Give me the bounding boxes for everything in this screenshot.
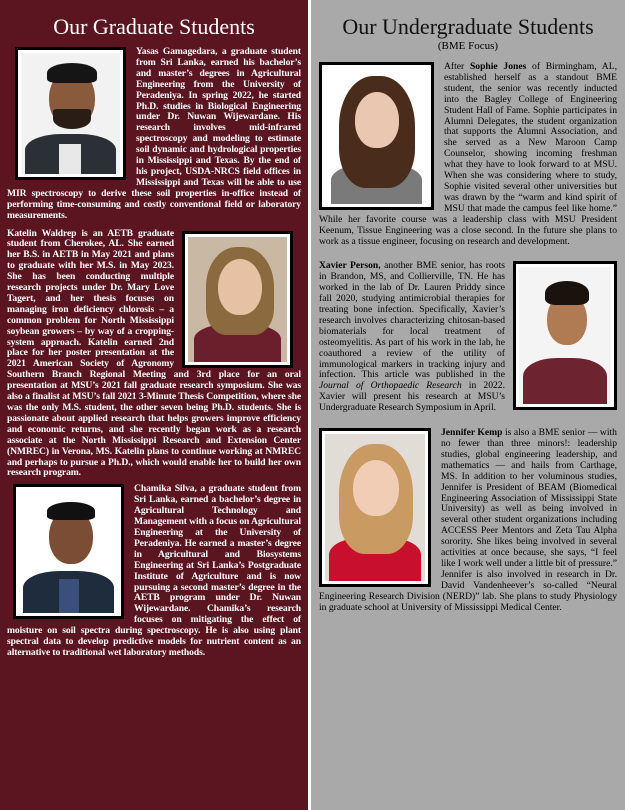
xavier-journal: Journal of Orthopaedic Research	[319, 380, 462, 392]
undergraduate-column	[311, 0, 625, 810]
katelin-photo	[182, 231, 293, 368]
katelin-text: is an AETB graduate student from Cherokee, AL. She earned her B.S. in AETB in May 2021 and plans to graduate with her M.S. in May 2023. She has been conducting multiple research projects under Dr. Mary Love Tagert, and her thesis focuses on managing iron deficiency chlorosis – a common problem for North Mississippi soybean growers – by way of a cropping-system approach. Katelin earned 2nd place for her poster presentation at the 2021 American Society of Agronomy Southern Branch Regional Meeting and 3rd place for an oral presentation at MSU’s 2021 fall graduate research symposium. She was also a finalist at MSU’s fall 2021 3-Minute Thesis Competition, where she was the only M.S. student, the other seven being Ph.D. students. She is passionate about applied research that helps growers improve efficiency and economic returns, and she recently began work as a research associate at the North Mississippi Research and Extension Center (NMREC) in Verona, MS. Katelin plans to continue working at NMREC and perhaps to pursue a Ph.D., which would enable her to build her own research program.	[7, 227, 301, 479]
jennifer-text: is also a BME senior — with no fewer than three minors!: leadership studies, global engineering leadership, and mathematics — and hails from Carthage, MS. In addition to her voluminous studies, Jennifer is President of BEAM (Biomedical Engineering Association of Mississippi State University) as well as being involved in several other student organizations including ACCESS Peer Mentors and Zeta Tau Alpha sorority. She likes being involved in several activities at once because, she says, “I feel like I work well under a little bit of pressure.” Jennifer is also involved in research in Dr. David Vandenheever’s so-called “Neural Engineering Research Division (NERD)” lab. She plans to study Physiology in graduate school at University of Mississippi Medical Center.	[319, 427, 617, 613]
chamika-text: a graduate student from Sri Lanka, earned a bachelor’s degree in Agricultural Technology and Management with a focus on Agricultural Engineering at the University of Peradeniya. He earned a master’s degree in Agricultural and Biosystems Engineering at Sri Lanka’s Postgraduate Institute of Agriculture and is now pursuing a second master’s degree in the AETB program under Dr. Nuwan Wijewardane. Chamika’s research focuses on mitigating the effect of moisture on soil spectra during spectroscopy. He is also using plant spectral data to develop predictive models for nutrient content as an alternative to traditional wet laboratory methods.	[7, 483, 301, 658]
yasas-text: a graduate student from Sri Lanka, earned his bachelor’s and master’s degrees in Agricultural Engineering from the University of Peradeniya. In spring 2022, he started Ph.D. studies in Biological Engineering under Dr. Nuwan Wijewardane. His research involves mid-infrared spectroscopy and modeling to estimate soil dynamic and hydrological properties in Mississippi and Texas. By the end of his project, USDA-NRCS field offices in Mississippi and Texas will be able to use MIR spectroscopy to derive these soil properties in-office instead of performing time-consuming and costly conventional field or laboratory measurements.	[7, 46, 301, 221]
undergraduate-subtitle: (BME Focus)	[437, 40, 499, 52]
xavier-text2: in 2022. Xavier will present his research at MSU’s Undergraduate Research Symposium in April.	[319, 380, 505, 414]
graduate-column	[0, 0, 308, 810]
katelin-name: Katelin Waldrep	[7, 227, 77, 239]
undergraduate-title: Our Undergraduate Students	[342, 14, 594, 39]
graduate-title: Our Graduate Students	[53, 14, 255, 39]
jennifer-name: Jennifer Kemp	[441, 427, 503, 439]
sophie-text1: After	[444, 61, 470, 72]
xavier-name: Xavier Person,	[319, 260, 381, 272]
sophie-name: Sophie Jones	[469, 61, 527, 72]
yasas-photo	[15, 47, 126, 180]
chamika-photo	[13, 484, 124, 619]
sophie-text: of Birmingham, AL, established herself as a standout BME student, the senior was recently inducted into the Bagley College of Engineering Student Hall of Fame. Sophie participates in Alumni Delegates, the student organization that supports the Alumni Association, and she served as a New Maroon Camp Counselor, showing incoming freshman what they have to look forward to at MSU. When she was considering where to study, Sophie visited several other universities but was drawn by the “warm and kind spirit of MSU that made the campus feel like home.” While her favorite course was a leadership class with MSU President Keenum, Tissue Engineering was a close second. In the future she plans to work as a tissue engineer, focusing on research and development.	[319, 61, 617, 247]
xavier-photo	[513, 261, 617, 410]
jennifer-photo	[319, 428, 431, 587]
xavier-text: another BME senior, has roots in Brandon, MS, and Collierville, TN. He has worked in the lab of Dr. Lauren Priddy since fall 2020, studying antimicrobial therapies for treating bone infection. Specifically, Xavier’s research involves characterizing chitosan-based biomaterials for local treatment of osteomyelitis. As part of his work in the lab, he coauthored a review of the utility of immunological markers in tracking injury and infection. This article was published in the	[319, 260, 505, 381]
sophie-photo	[319, 62, 434, 210]
chamika-name: Chamika Silva,	[134, 483, 197, 495]
yasas-name: Yasas Gamagedara,	[136, 46, 218, 57]
